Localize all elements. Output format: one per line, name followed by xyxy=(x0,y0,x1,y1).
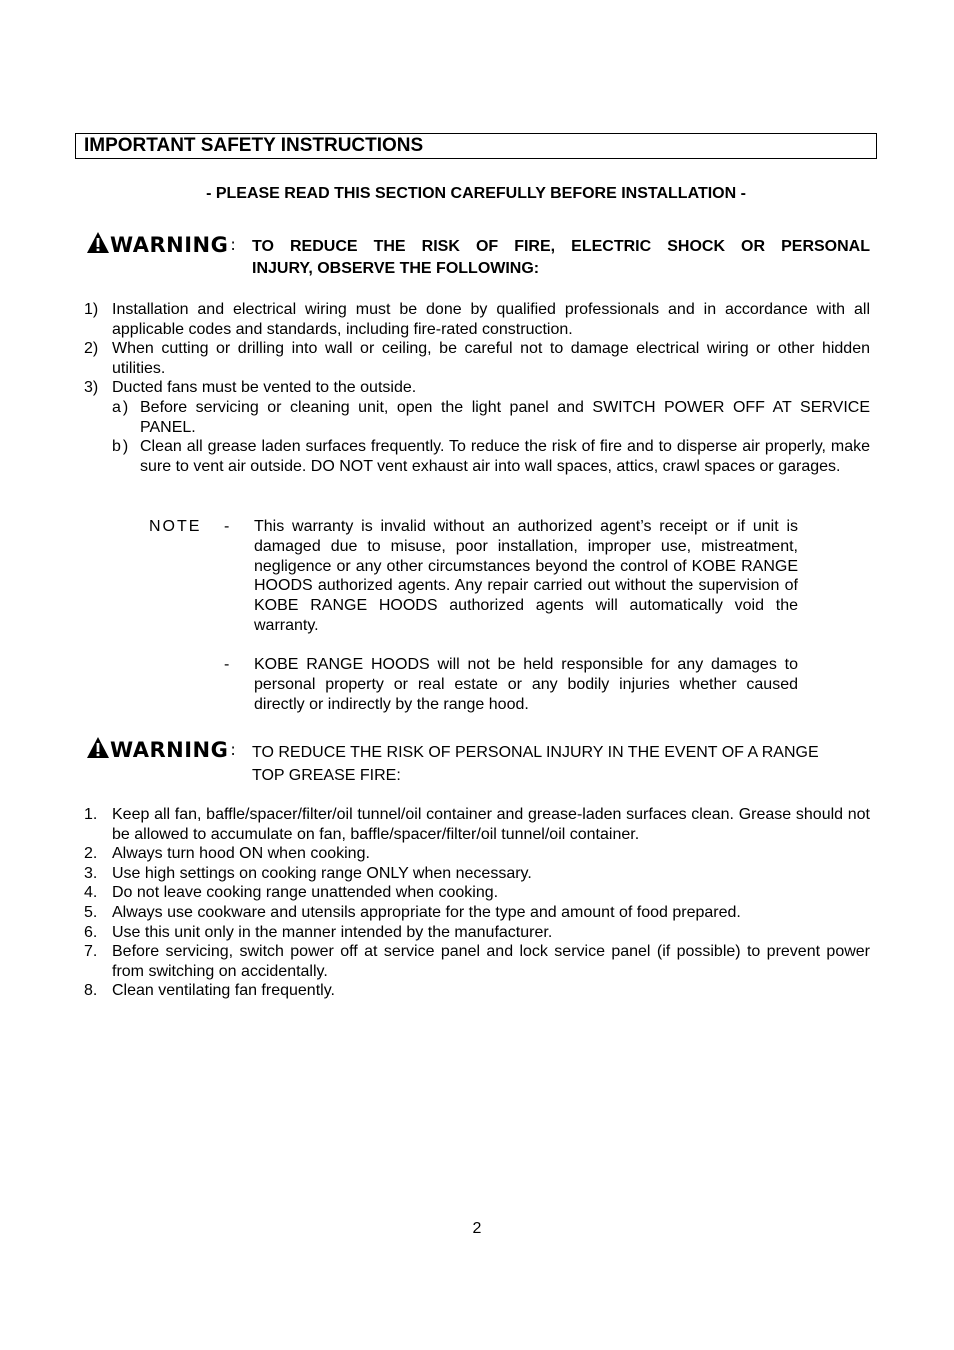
warning-text xyxy=(252,741,870,787)
page-number: 2 xyxy=(472,1220,482,1237)
warning-label xyxy=(86,233,236,257)
list-item-number: 6. xyxy=(84,923,98,941)
list-item xyxy=(84,981,870,1001)
list-item xyxy=(84,883,870,903)
sub-list-item xyxy=(112,437,870,476)
list-item xyxy=(84,923,870,943)
list-item-text: Installation and electrical wiring must be done by qualified professionals and in accordance with all applicable codes and standards, including fire-rated construction. xyxy=(112,301,870,338)
list-item xyxy=(84,844,870,864)
list-item-number: 8. xyxy=(84,982,98,1000)
sub-list-item-letter: b) xyxy=(112,438,131,456)
list-item-number: 3) xyxy=(84,379,99,397)
list-item xyxy=(84,339,870,378)
warning-colon: : xyxy=(230,740,237,759)
list-item-number: 4. xyxy=(84,884,98,902)
list-item-text: Clean ventilating fan frequently. xyxy=(112,982,335,1000)
sub-list-item-letter: a) xyxy=(112,398,131,416)
list-item xyxy=(84,300,870,339)
warning-colon: : xyxy=(230,235,237,254)
list-item-text: Use high settings on cooking range ONLY when necessary. xyxy=(112,864,532,882)
list-item-text: Always turn hood ON when cooking. xyxy=(112,845,370,863)
warning-triangle-icon xyxy=(86,736,110,760)
note-paragraph-liability: KOBE RANGE HOODS will not be held responsible for any damages to personal property or real estate or any bodily injuries whether caused directly or indirectly by the range hood. xyxy=(254,656,798,713)
list-item-text: When cutting or drilling into wall or ceiling, be careful not to damage electrical wiring or other hidden utilities. xyxy=(112,340,870,377)
sub-list-item-text: Clean all grease laden surfaces frequently. To reduce the risk of fire and to disperse air properly, make sure to vent air outside. DO NOT vent exhaust air into wall spaces, attics, crawl spaces or garages. xyxy=(140,438,870,475)
warning-label xyxy=(86,738,236,762)
warning-text-line-2: TOP GREASE FIRE: xyxy=(252,767,401,784)
list-item-number: 3. xyxy=(84,864,98,882)
list-item-number: 1. xyxy=(84,806,98,823)
warning-text-line-1: TO REDUCE THE RISK OF PERSONAL INJURY IN THE EVENT OF A RANGE xyxy=(252,744,819,761)
warning-triangle-icon xyxy=(86,231,110,255)
sub-list-item xyxy=(112,398,870,437)
note-dash: - xyxy=(224,656,230,673)
list-item xyxy=(84,864,870,884)
list-item xyxy=(84,805,870,844)
sub-list xyxy=(112,398,870,476)
warning-text-line-2: INJURY, OBSERVE THE FOLLOWING: xyxy=(252,260,540,277)
sub-list-item-text: Before servicing or cleaning unit, open the light panel and SWITCH POWER OFF AT SERVICE PANEL. xyxy=(140,398,870,436)
section-title: IMPORTANT SAFETY INSTRUCTIONS xyxy=(75,133,877,159)
section-subtitle: - PLEASE READ THIS SECTION CAREFULLY BEFORE INSTALLATION - xyxy=(206,185,746,202)
list-item-text: Ducted fans must be vented to the outside. xyxy=(112,379,417,397)
warning-word: WARNING xyxy=(110,233,229,257)
note-paragraph-warranty: This warranty is invalid without an authorized agent’s receipt or if unit is damaged due to misuse, poor installation, improper use, mistreatment, negligence or any other circumstances beyond the control of KOBE RANGE HOODS authorized agents. Any repair carried out without the supervision of KOBE RANGE HOODS authorized agents will automatically void the warranty. xyxy=(254,518,798,634)
note-label: NOTE xyxy=(149,518,202,535)
list-item-number: 1) xyxy=(84,301,99,318)
list-item-text: Always use cookware and utensils appropriate for the type and amount of food prepared. xyxy=(112,903,741,921)
note-dash: - xyxy=(224,518,230,535)
list-item-number: 2. xyxy=(84,845,98,863)
warning-text xyxy=(252,236,870,280)
list-item-text: Before servicing, switch power off at service panel and lock service panel (if possible) to prevent power from switching on accidentally. xyxy=(112,943,870,980)
warning-text-line-1: TO REDUCE THE RISK OF FIRE, ELECTRIC SHOCK OR PERSONAL xyxy=(252,238,870,255)
list-item xyxy=(84,942,870,981)
list-item xyxy=(84,903,870,923)
list-item-number: 5. xyxy=(84,903,98,921)
list-item-number: 7. xyxy=(84,943,98,961)
list-item-text: Use this unit only in the manner intended by the manufacturer. xyxy=(112,923,553,941)
list-item-number: 2) xyxy=(84,340,99,358)
list-item-text: Keep all fan, baffle/spacer/filter/oil tunnel/oil container and grease-laden surfaces clean. Grease should not be allowed to accumulate on fan, baffle/spacer/filter/oil tunnel/oil container. xyxy=(112,806,870,843)
installation-list xyxy=(84,300,870,476)
warning-word: WARNING xyxy=(110,738,229,762)
list-item xyxy=(84,378,870,476)
list-item-text: Do not leave cooking range unattended when cooking. xyxy=(112,884,499,902)
grease-fire-list xyxy=(84,805,870,1001)
